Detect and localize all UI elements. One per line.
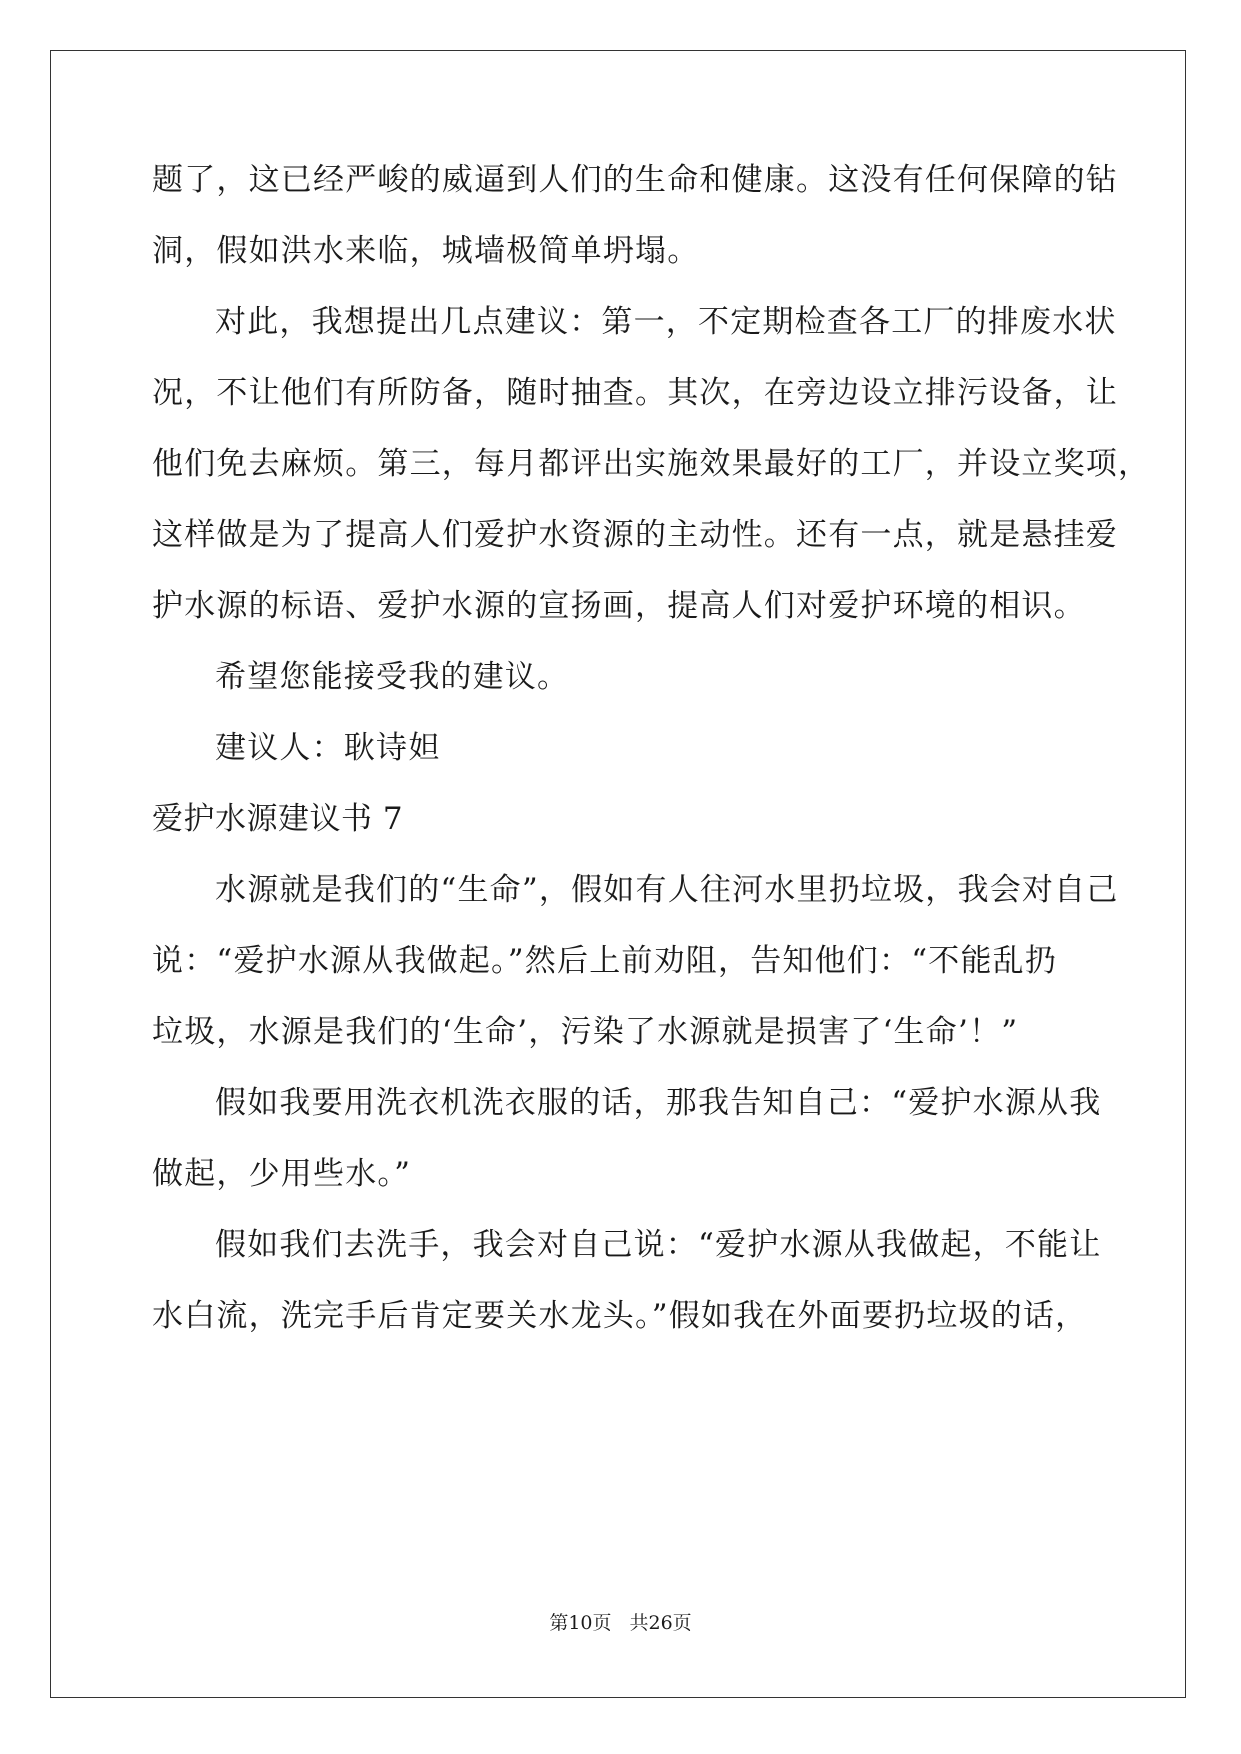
text-line: 他们免去麻烦。第三，每月都评出实施效果最好的工厂，并设立奖项， bbox=[152, 446, 1151, 482]
paragraph-start: 假如我要用洗衣机洗衣服的话，那我告知自己：“爱护水源从我 bbox=[215, 1085, 1102, 1121]
page-total: 共26页 bbox=[629, 1612, 692, 1634]
text-line: 垃圾，水源是我们的‘生命’，污染了水源就是损害了‘生命’！” bbox=[152, 1014, 1019, 1050]
paragraph-start: 水源就是我们的“生命”，假如有人往河水里扔垃圾，我会对自己 bbox=[215, 872, 1119, 908]
text-line: 这样做是为了提高人们爱护水资源的主动性。还有一点，就是悬挂爱 bbox=[152, 517, 1118, 553]
text-line: 水白流，洗完手后肯定要关水龙头。”假如我在外面要扔垃圾的话， bbox=[152, 1298, 1088, 1334]
text-line: 护水源的标语、爱护水源的宣扬画，提高人们对爱护环境的相识。 bbox=[152, 588, 1086, 624]
paragraph-start: 希望您能接受我的建议。 bbox=[215, 659, 570, 695]
text-line: 况，不让他们有所防备，随时抽查。其次，在旁边设立排污设备，让 bbox=[152, 375, 1118, 411]
page-number: 第10页 bbox=[549, 1612, 612, 1634]
page-footer bbox=[0, 1610, 1241, 1636]
section-heading: 爱护水源建议书 7 bbox=[152, 801, 404, 837]
signature-line: 建议人：耿诗妲 bbox=[215, 730, 441, 766]
text-line: 洞，假如洪水来临，城墙极简单坍塌。 bbox=[152, 233, 700, 269]
text-line: 题了，这已经严峻的威逼到人们的生命和健康。这没有任何保障的钻 bbox=[152, 162, 1118, 198]
paragraph-start: 假如我们去洗手，我会对自己说：“爱护水源从我做起，不能让 bbox=[215, 1227, 1102, 1263]
paragraph-start: 对此，我想提出几点建议：第一，不定期检查各工厂的排废水状 bbox=[215, 304, 1117, 340]
text-line: 做起，少用些水。” bbox=[152, 1156, 412, 1192]
text-line: 说：“爱护水源从我做起。”然后上前劝阻，告知他们：“不能乱扔 bbox=[152, 943, 1058, 979]
